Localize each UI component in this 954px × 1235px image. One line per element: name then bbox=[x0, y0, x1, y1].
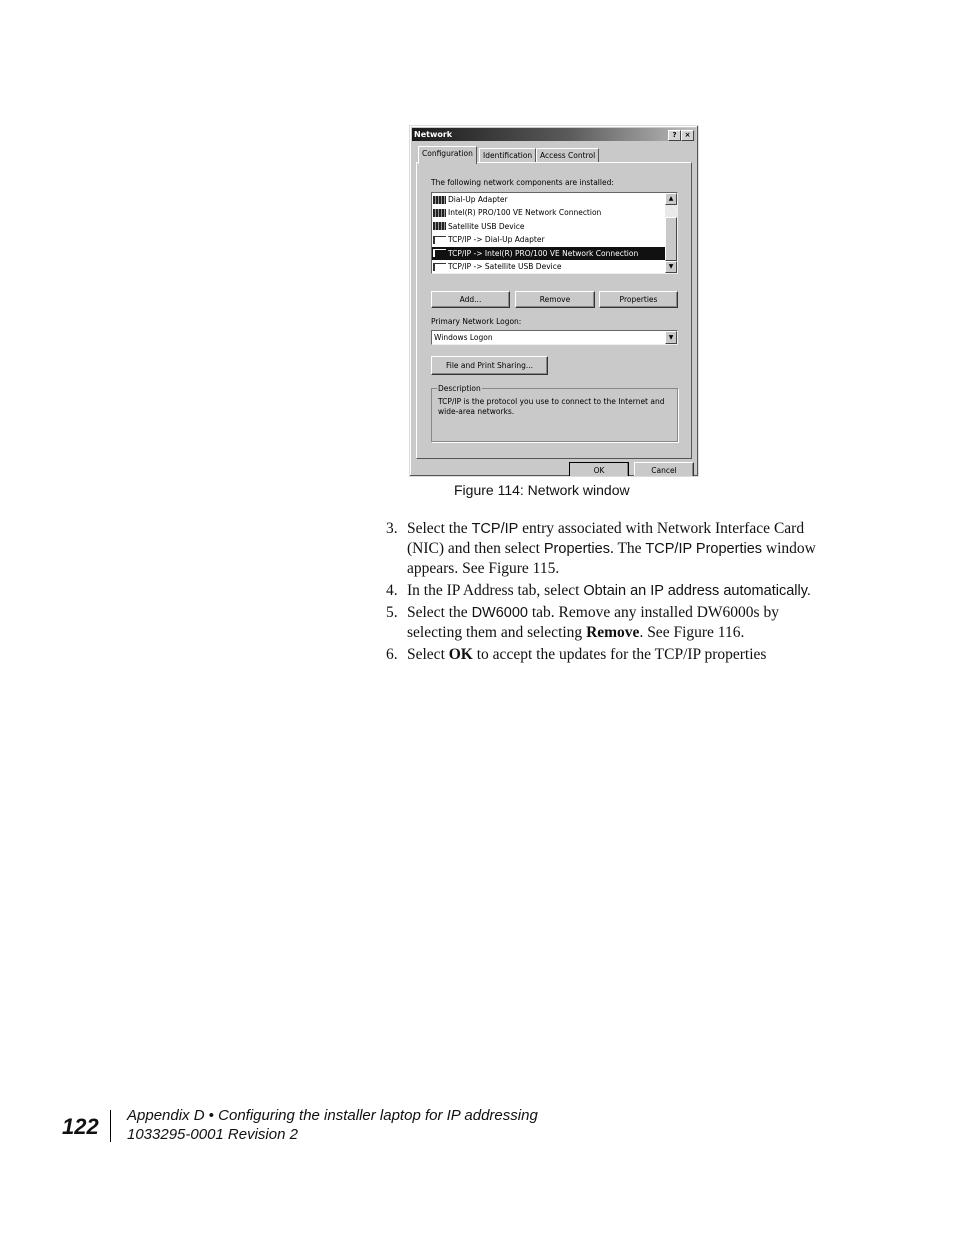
ui-term: DW6000 bbox=[471, 605, 528, 621]
step-text-run: entry associated with Network Interface Card (NIC) and then select bbox=[407, 520, 805, 557]
bold-term: Remove bbox=[586, 624, 640, 641]
footer-doc-revision: 1033295-0001 Revision 2 bbox=[127, 1126, 298, 1143]
protocol-icon bbox=[433, 236, 446, 244]
file-print-sharing-button[interactable]: File and Print Sharing... bbox=[431, 356, 548, 375]
primary-logon-label: Primary Network Logon: bbox=[431, 317, 522, 326]
list-item-label: TCP/IP -> Intel(R) PRO/100 VE Network Connection bbox=[448, 248, 639, 258]
step-text-run: . The bbox=[609, 540, 646, 557]
list-item[interactable] bbox=[432, 206, 677, 219]
ui-term: Obtain an IP address automatically. bbox=[583, 583, 811, 599]
step-text bbox=[407, 581, 826, 601]
step-number: 3. bbox=[386, 520, 398, 537]
list-item-label: TCP/IP -> Dial-Up Adapter bbox=[448, 235, 545, 245]
tab-access-control[interactable]: Access Control bbox=[536, 148, 599, 163]
listbox-scrollbar[interactable] bbox=[665, 193, 677, 273]
step-text-run: In the IP Address tab, select bbox=[407, 582, 584, 599]
figure-caption: Figure 114: Network window bbox=[454, 482, 630, 498]
page-number: 122 bbox=[62, 1114, 99, 1139]
dialog-title: Network bbox=[414, 130, 453, 139]
footer-divider bbox=[110, 1110, 111, 1142]
step-text bbox=[407, 603, 826, 643]
description-legend: Description bbox=[438, 384, 481, 393]
primary-logon-value: Windows Logon bbox=[434, 333, 493, 342]
network-dialog-screenshot bbox=[409, 125, 699, 477]
description-group bbox=[431, 384, 678, 442]
tab-configuration[interactable]: Configuration bbox=[418, 146, 477, 164]
network-adapter-icon bbox=[433, 222, 446, 230]
step-text-run: . See Figure 116. bbox=[639, 624, 745, 641]
step-text bbox=[407, 519, 826, 579]
close-button[interactable]: × bbox=[681, 130, 694, 141]
step-item bbox=[386, 603, 826, 643]
instruction-steps bbox=[386, 519, 826, 667]
network-adapter-icon bbox=[433, 196, 446, 204]
step-text-run: to accept the updates for the TCP/IP properties bbox=[472, 646, 767, 663]
add-button[interactable]: Add... bbox=[431, 291, 510, 308]
components-label: The following network components are installed: bbox=[431, 178, 614, 187]
title-bar bbox=[412, 128, 696, 141]
list-item[interactable] bbox=[432, 247, 677, 260]
footer-bullet: • bbox=[204, 1107, 219, 1124]
step-item bbox=[386, 581, 826, 601]
primary-logon-select[interactable] bbox=[431, 330, 678, 345]
list-item-label: Intel(R) PRO/100 VE Network Connection bbox=[448, 208, 602, 218]
step-item bbox=[386, 519, 826, 579]
footer-appendix: Appendix D bbox=[127, 1107, 205, 1124]
properties-button[interactable]: Properties bbox=[599, 291, 678, 308]
chevron-down-icon[interactable]: ▼ bbox=[665, 331, 677, 344]
step-text-run: Select the bbox=[407, 520, 472, 537]
description-text: TCP/IP is the protocol you use to connect to the Internet and wide-area networks. bbox=[438, 397, 665, 416]
scroll-up-button[interactable]: ▲ bbox=[665, 193, 677, 205]
ui-term: TCP/IP Properties bbox=[645, 541, 763, 557]
footer-chapter-title: Configuring the installer laptop for IP addressing bbox=[218, 1107, 538, 1124]
step-text-run: window appears. See Figure 115. bbox=[407, 540, 816, 577]
components-listbox[interactable] bbox=[431, 192, 678, 274]
ok-button[interactable]: OK bbox=[569, 462, 629, 477]
remove-button[interactable]: Remove bbox=[515, 291, 595, 308]
list-item-label: TCP/IP -> Satellite USB Device bbox=[448, 261, 562, 271]
network-adapter-icon bbox=[433, 209, 446, 217]
list-item[interactable] bbox=[432, 233, 677, 246]
step-text bbox=[407, 645, 826, 665]
step-item bbox=[386, 645, 826, 665]
list-item-label: Satellite USB Device bbox=[448, 221, 525, 231]
step-number: 4. bbox=[386, 582, 398, 599]
list-item-label: Dial-Up Adapter bbox=[448, 195, 508, 204]
list-item[interactable] bbox=[432, 260, 677, 273]
scroll-thumb[interactable] bbox=[665, 217, 677, 261]
protocol-icon bbox=[433, 263, 446, 271]
footer-text bbox=[127, 1106, 538, 1144]
ui-term: TCP/IP bbox=[471, 521, 519, 537]
tab-identification[interactable]: Identification bbox=[479, 148, 536, 163]
step-text-run: Select the bbox=[407, 604, 472, 621]
protocol-icon bbox=[433, 249, 446, 257]
step-number: 5. bbox=[386, 604, 398, 621]
components-rows bbox=[432, 193, 677, 273]
cancel-button[interactable]: Cancel bbox=[634, 462, 694, 477]
step-text-run: Select bbox=[407, 646, 449, 663]
step-number: 6. bbox=[386, 646, 398, 663]
list-item[interactable] bbox=[432, 220, 677, 233]
ui-term: Properties bbox=[543, 541, 610, 557]
list-item[interactable] bbox=[432, 193, 677, 206]
bold-term: OK bbox=[448, 646, 473, 663]
step-text-run: tab. Remove any installed DW6000s by selecting them and selecting bbox=[407, 604, 779, 641]
help-button[interactable]: ? bbox=[668, 130, 681, 141]
scroll-down-button[interactable]: ▼ bbox=[665, 261, 677, 273]
